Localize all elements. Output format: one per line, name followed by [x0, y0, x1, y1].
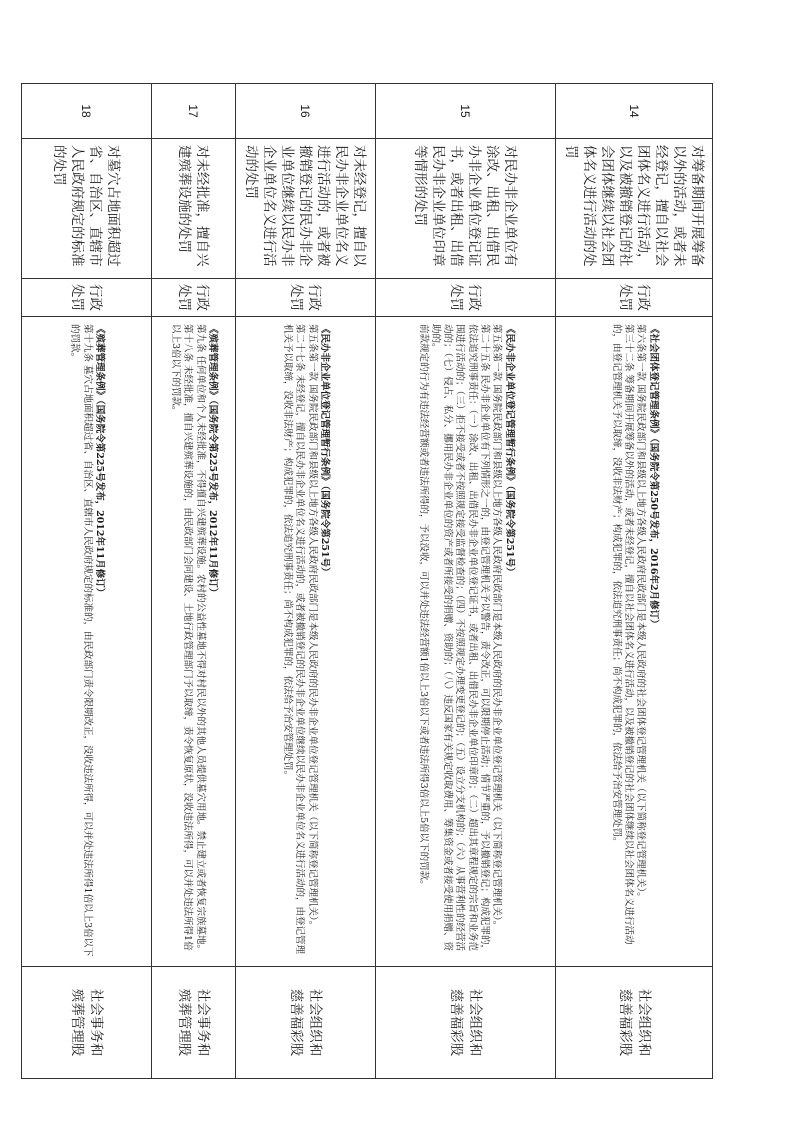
law-article: 第三十二条 筹备期间开展筹备以外的活动，或者未经登记，擅自以社会团体名义进行活动，以及被撤销登记的社会团体继续以社会团体名义进行活动的，由登记管理机关予以取缔，没收非法财产；构成犯罪的，依法追究刑事责任；尚不构成犯罪的，依法给予治安管理处罚。: [610, 324, 634, 945]
table-row: [152, 84, 236, 1079]
row-number: 14: [556, 84, 713, 139]
item-category: [376, 279, 556, 317]
law-title: 《社会团体登记管理条例》（国务院令第250号发布，2016年2月修订）: [647, 324, 659, 629]
law-title: 《殡葬管理条例》（国务院令第225号发布，2012年11月修订）: [207, 324, 219, 598]
row-number: 18: [22, 84, 152, 139]
law-title: 《殡葬管理条例》（国务院令第225号发布，2012年11月修订）: [93, 324, 105, 598]
category-line: 处罚: [288, 284, 305, 311]
category-line: 处罚: [448, 284, 465, 311]
category-line: 行政: [87, 284, 104, 311]
law-article: 前款规定的行为有违法经营额或者违法所得的，予以没收，可以并处违法经营额1倍以上3倍以下或者违法所得3倍以上5倍以下的罚款。: [417, 324, 429, 890]
item-name: 对未经登记，擅自以民办非企业单位名义进行活动的，或者被撤销登记的民办非企业单位继续以民办非企业单位名义进行活动的处罚: [236, 139, 376, 279]
department-line: 社会事务和: [88, 988, 105, 1057]
legal-basis: [236, 317, 376, 967]
department-line: 社会组织和: [467, 988, 484, 1057]
legal-basis: [556, 317, 713, 967]
category-line: 行政: [194, 284, 211, 311]
row-number: 17: [152, 84, 236, 139]
department-line: 慈善福彩股: [288, 988, 305, 1057]
category-line: 处罚: [69, 284, 86, 311]
item-category: [152, 279, 236, 317]
department-line: 慈善福彩股: [617, 988, 633, 1057]
category-line: 处罚: [176, 284, 193, 311]
category-line: 行政: [466, 284, 483, 311]
department-line: 社会组织和: [307, 988, 324, 1057]
category-line: 行政: [635, 284, 651, 311]
category-line: 处罚: [617, 284, 633, 311]
item-name: 对墓穴占地面积超过省、自治区、直辖市人民政府规定的标准的处罚: [22, 139, 152, 279]
law-article: 第九条 任何单位和个人未经批准，不得擅自兴建殡葬设施。农村的公益性墓地不得对村民以外的其他人员提供墓穴用地。禁止建立或者恢复宗族墓地。: [194, 324, 206, 955]
rotated-table-wrapper: [51, 83, 713, 1078]
item-name: 对未经批准，擅自兴建殡葬设施的处罚: [152, 139, 236, 279]
responsible-department: [376, 967, 556, 1079]
law-article: 第十九条 墓穴占地面积超过省、自治区、直辖市人民政府规定的标准的，由民政部门责令限期改正，没收违法所得，可以并处违法所得1倍以上3倍以下的罚款。: [69, 324, 93, 957]
department-line: 殡葬管理股: [69, 988, 86, 1057]
item-category: [22, 279, 152, 317]
legal-basis: [152, 317, 236, 967]
row-number: 16: [236, 84, 376, 139]
law-article: 第二十五条 民办非企业单位有下列情形之一的，由登记管理机关予以警告，责令改正，可以限期停止活动；情节严重的，予以撤销登记；构成犯罪的，依法追究刑事责任：（一）涂改、出租、出借民办非企业单位登记证书，或者出租、出借民办非企业单位印章的；（二）超出其章程规定的宗旨和业务范围进行活动的；（三）拒不接受或者不按照规定接受监督检查的；（四）不按照规定办理变更登记的；（五）设立分支机构的；（六）从事营利性的经营活动的；（七）侵占、私分、挪用民办非企业单位的资产或者所接受的捐赠、资助的；（八）违反国家有关规定收取费用、筹集资金或者接受使用捐赠、资助的。: [429, 324, 491, 955]
penalty-items-table: [21, 83, 713, 1079]
row-number: 15: [376, 84, 556, 139]
table-row: [556, 84, 713, 1079]
department-line: 社会事务和: [195, 988, 212, 1057]
responsible-department: [22, 967, 152, 1079]
law-article: 第五条第一款 国务院民政部门和县级以上地方各级人民政府民政部门是本级人民政府的民办非企业单位登记管理机关（以下简称登记管理机关）。: [306, 324, 318, 931]
law-title: 《民办非企业单位登记管理暂行条例》（国务院令第251号）: [503, 324, 515, 577]
department-line: 殡葬管理股: [176, 988, 193, 1057]
law-article: 第十八条 未经批准，擅自兴建殡葬设施的，由民政部门会同建设、土地行政管理部门予以取缔，责令恢复原状，没收违法所得，可以并处违法所得1倍以上3倍以下的罚款。: [170, 324, 194, 951]
law-title: 《民办非企业单位登记管理暂行条例》（国务院令第251号）: [319, 324, 331, 577]
department-line: 社会组织和: [636, 988, 652, 1057]
law-article: 第五条第一款 国务院民政部门和县级以上地方各级人民政府民政部门是本级人民政府的民办非企业单位登记管理机关（以下简称登记管理机关）。: [491, 324, 503, 931]
responsible-department: [236, 967, 376, 1079]
legal-basis: [376, 317, 556, 967]
item-name: 对筹备期间开展筹备以外的活动，或者未经登记，擅自以社会团体名义进行活动，以及被撤销登记的社会团体继续以社会团体名义进行活动的处罚: [556, 139, 713, 279]
department-line: 慈善福彩股: [448, 988, 465, 1057]
item-category: [236, 279, 376, 317]
legal-basis: [22, 317, 152, 967]
category-line: 行政: [306, 284, 323, 311]
table-row: [376, 84, 556, 1079]
responsible-department: [556, 967, 713, 1079]
responsible-department: [152, 967, 236, 1079]
table-row: [22, 84, 152, 1079]
law-article: 第六条第一款 国务院民政部门和县级以上地方各级人民政府民政部门是本级人民政府的社会团体登记管理机关（以下简称登记管理机关）。: [635, 324, 647, 902]
table-row: [236, 84, 376, 1079]
item-category: [556, 279, 713, 317]
law-article: 第二十七条 未经登记，擅自以民办非企业单位名义进行活动的，或者被撤销登记的民办非企业单位继续以民办非企业单位名义进行活动的，由登记管理机关予以取缔，没收非法财产；构成犯罪的，依法追究刑事责任；尚不构成犯罪的，依法给予治安管理处罚。: [282, 324, 306, 955]
item-name: 对民办非企业单位有涂改、出租、出借民办非企业单位登记证书，或者出租、出借民办非企业单位印章等情形的处罚: [376, 139, 556, 279]
